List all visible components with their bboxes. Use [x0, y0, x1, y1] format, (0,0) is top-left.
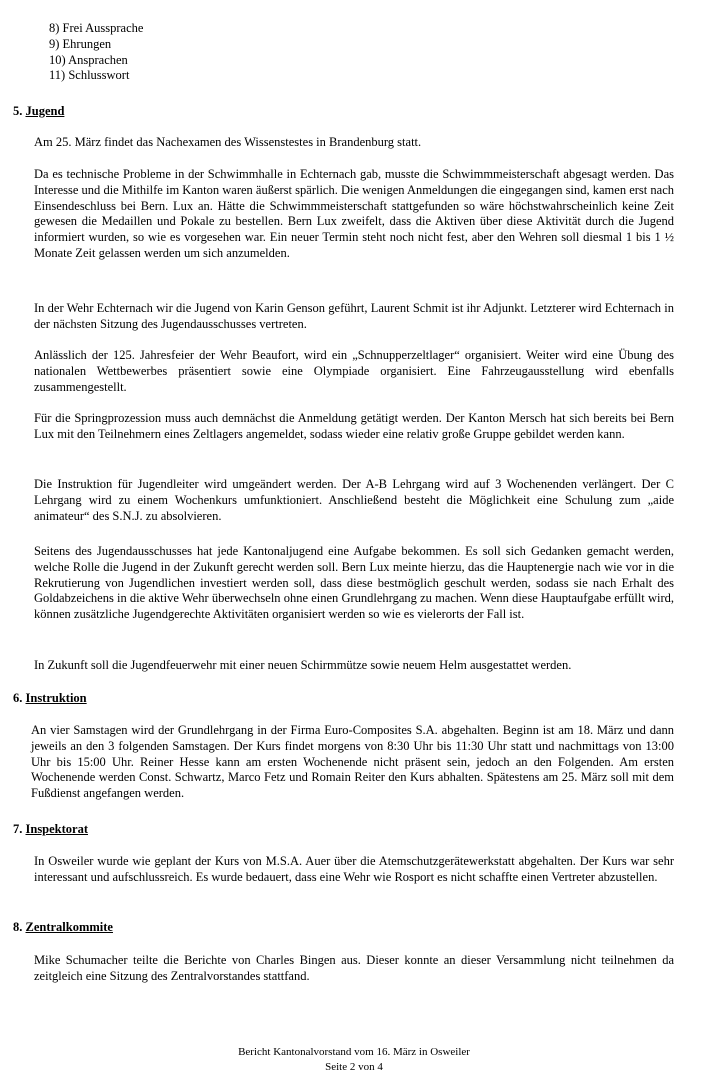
section-title: Jugend — [25, 104, 65, 118]
paragraph: Die Instruktion für Jugendleiter wird umgeändert werden. Der A-B Lehrgang wird auf 3 Wochenenden verlängert. Der C Lehrgang wird zu einem Wochenkurs umfunktioniert. Anschließend besteht die Möglichkeit eine Schulung zum „aide animateur“ des S.N.J. zu absolvieren. — [34, 477, 674, 523]
paragraph: Am 25. März findet das Nachexamen des Wissenstestes in Brandenburg statt. — [34, 135, 422, 149]
footer-report-title: Bericht Kantonalvorstand vom 16. März in Osweiler — [238, 1046, 470, 1058]
agenda-item: 11) Schlusswort — [49, 68, 130, 83]
section-title: Zentralkommite — [25, 920, 113, 934]
agenda-item: 8) Frei Aussprache — [49, 21, 144, 35]
section-title: Inspektorat — [25, 822, 89, 836]
paragraph: In Zukunft soll die Jugendfeuerwehr mit einer neuen Schirmmütze sowie neuem Helm ausgestattet werden. — [34, 658, 572, 672]
paragraph: In der Wehr Echternach wir die Jugend von Karin Genson geführt, Laurent Schmit ist ihr Adjunkt. Letzterer wird Echternach in der nächsten Sitzung des Jugendausschusses vertreten. — [34, 301, 674, 331]
paragraph: Mike Schumacher teilte die Berichte von Charles Bingen aus. Dieser konnte an dieser Versammlung nicht teilnehmen da zeitgleich eine Sitzung des Zentralvorstandes stattfand. — [34, 953, 674, 983]
agenda-item: 9) Ehrungen — [49, 36, 112, 51]
section-number: 8. — [13, 920, 23, 934]
paragraph: Anlässlich der 125. Jahresfeier der Wehr Beaufort, wird ein „Schnupperzeltlager“ organisiert. Weiter wird eine Übung des nationalen Wettbewerbes präsentiert sowie eine Olympiade organisiert. Eine Fahrzeugausstellung wird ebenfalls zusammengestellt. — [34, 348, 674, 394]
section-heading-instruktion — [13, 691, 87, 707]
section-heading-inspektorat — [13, 822, 88, 838]
agenda-list — [49, 21, 143, 84]
section-heading-zentralkommite — [13, 920, 113, 936]
paragraph: Für die Springprozession muss auch demnächst die Anmeldung getätigt werden. Der Kanton Mersch hat sich bereits bei Bern Lux mit den Teilnehmern eines Zeltlagers angemeldet, sodass wieder eine relativ große Gruppe gebildet werden kann. — [34, 411, 674, 441]
paragraph: Seitens des Jugendausschusses hat jede Kantonaljugend eine Aufgabe bekommen. Es soll sich Gedanken gemacht werden, welche Rolle die Jugend in der Zukunft gerecht werden soll. Bern Lux meinte hierzu, das die Hauptenergie nach wie vor in die Rekrutierung von Jugendlichen investiert werden soll, dass diese bestmöglich geschult werden, sodass sie nach Erhalt des Goldabzeichens in die aktive Wehr überwechseln ohne einen Grundlehrgang zu machen. Wenn diese Hauptaufgabe erfüllt wird, können zusätzliche Jugendgerechte Aktivitäten organisiert werden so wie es vielerorts der Fall ist. — [34, 544, 674, 622]
paragraph: Da es technische Probleme in der Schwimmhalle in Echternach gab, musste die Schwimmmeisterschaft abgesagt werden. Das Interesse und die Mithilfe im Kanton waren äußerst spärlich. Die wenigen Anmeldungen die eingegangen sind, kamen erst nach Einsendeschluss bei Bern. Lux an. Hätte die Schwimmmeisterschaft stattgefunden so wäre höchstwahrscheinlich keine Zeit gewesen die Medaillen und Pokale zu bestellen. Bern Lux zweifelt, dass die Aktiven über diese Aktivität durch die Jugend informiert wurden, so wie es vorgesehen war. Ein neuer Termin steht noch nicht fest, aber den Wehren soll diesmal 1 bis 1 ½ Monate Zeit gelassen werden um sich anzumelden. — [34, 167, 674, 260]
paragraph: An vier Samstagen wird der Grundlehrgang in der Firma Euro-Composites S.A. abgehalten. Beginn ist am 18. März und dann jeweils an den 3 folgenden Samstagen. Der Kurs findet morgens von 8:30 Uhr bis 11:30 Uhr statt und nachmittags von 13:00 Uhr bis 15:00 Uhr. Reiner Hesse kann am ersten Wochenende nicht präsent sein, jedoch an den Folgenden. Am ersten Wochenende werden Const. Schwartz, Marco Fetz und Romain Reiter den Kurs abhalten. Spätestens am 25. März soll mit dem Fußdienst angefangen werden. — [31, 723, 674, 801]
section-number: 7. — [13, 822, 23, 836]
footer-page-number: Seite 2 von 4 — [325, 1061, 383, 1073]
section-number: 6. — [13, 691, 23, 705]
section-title: Instruktion — [25, 691, 87, 705]
agenda-item: 10) Ansprachen — [49, 52, 128, 67]
paragraph: In Osweiler wurde wie geplant der Kurs von M.S.A. Auer über die Atemschutzgerätewerkstatt abgehalten. Der Kurs war sehr interessant und aufschlussreich. Es wurde bedauert, dass eine Wehr wie Rosport es nicht schaffte einen Vertreter abzustellen. — [34, 854, 674, 884]
section-number: 5. — [13, 104, 23, 118]
section-heading-jugend — [13, 104, 64, 120]
